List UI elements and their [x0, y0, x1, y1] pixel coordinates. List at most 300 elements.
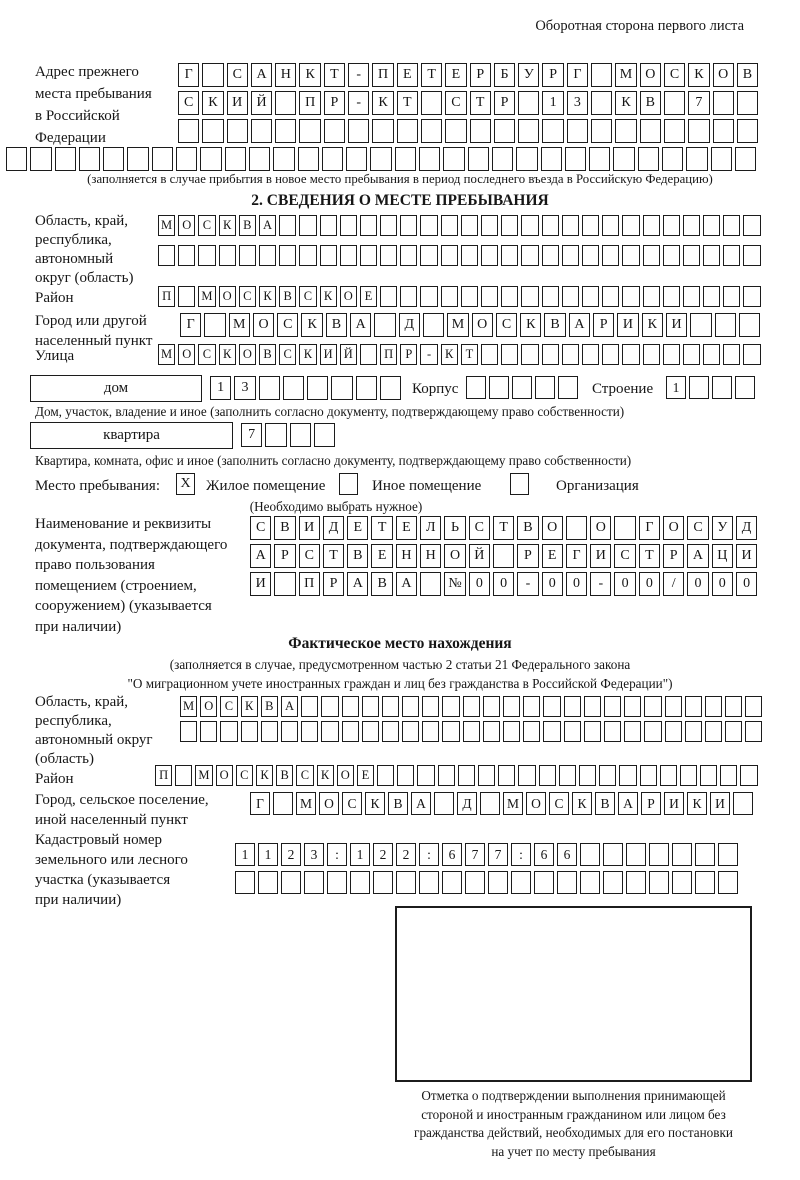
form-cell: [644, 721, 661, 742]
form-cell: [178, 286, 195, 307]
form-cell: [103, 147, 124, 171]
form-cell: М: [229, 313, 250, 337]
form-cell: -: [590, 572, 611, 596]
apartment-cells: [241, 423, 335, 447]
form-cell: С: [614, 544, 635, 568]
label-line: на учет по месту пребывания: [491, 1143, 656, 1159]
form-cell: [603, 871, 623, 894]
label-line: сооружением) (указывается: [35, 598, 212, 614]
form-cell: [735, 376, 755, 399]
form-cell: Р: [494, 91, 515, 115]
stroenie-cells: [666, 376, 755, 399]
form-cell: [542, 245, 559, 266]
form-cell: Е: [397, 63, 418, 87]
form-cell: [665, 721, 682, 742]
form-cell: И: [250, 572, 271, 596]
form-cell: [712, 376, 732, 399]
form-cell: [518, 119, 539, 143]
form-cell: К: [241, 696, 258, 717]
form-cell: Й: [340, 344, 357, 365]
form-cell: [494, 119, 515, 143]
label-line: республика,: [35, 713, 112, 729]
confirmation-stamp-box: [395, 906, 752, 1082]
form-cell: А: [350, 313, 371, 337]
form-cell: Д: [457, 792, 477, 815]
form-cell: [382, 696, 399, 717]
form-cell: [603, 843, 623, 866]
form-cell: Т: [639, 544, 660, 568]
form-cell: К: [219, 215, 236, 236]
form-cell: -: [348, 63, 369, 87]
form-cell: [614, 516, 635, 540]
label-line: Федерации: [35, 130, 106, 146]
form-cell: [613, 147, 634, 171]
form-cell: [622, 286, 639, 307]
form-cell: Р: [323, 572, 344, 596]
form-cell: [743, 215, 760, 236]
stay-type-checkbox-residential: X: [176, 473, 195, 495]
form-cell: [582, 344, 599, 365]
form-cell: [715, 313, 736, 337]
form-cell: С: [469, 516, 490, 540]
form-cell: В: [347, 544, 368, 568]
form-cell: К: [299, 344, 316, 365]
form-cell: [342, 721, 359, 742]
form-cell: [663, 286, 680, 307]
form-cell: [518, 91, 539, 115]
form-cell: [314, 423, 335, 447]
form-cell: [723, 215, 740, 236]
form-cell: 2: [281, 843, 301, 866]
form-cell: [461, 286, 478, 307]
form-cell: [397, 119, 418, 143]
form-cell: [265, 423, 286, 447]
form-cell: [481, 245, 498, 266]
form-cell: [564, 721, 581, 742]
form-cell: [622, 215, 639, 236]
form-cell: 7: [688, 91, 709, 115]
form-cell: [299, 215, 316, 236]
form-cell: [649, 871, 669, 894]
form-cell: [422, 721, 439, 742]
stay-type-checkbox-organization: [510, 473, 529, 495]
prev-address-row-4: [6, 147, 756, 171]
form-cell: [400, 245, 417, 266]
form-cell: Т: [461, 344, 478, 365]
form-cell: В: [274, 516, 295, 540]
form-cell: Г: [639, 516, 660, 540]
form-cell: Й: [251, 91, 272, 115]
form-cell: К: [299, 63, 320, 87]
form-cell: [320, 245, 337, 266]
form-cell: [558, 376, 578, 399]
form-cell: С: [220, 696, 237, 717]
form-cell: А: [250, 544, 271, 568]
form-cell: [463, 696, 480, 717]
form-cell: 3: [304, 843, 324, 866]
form-cell: И: [710, 792, 730, 815]
form-cell: Е: [542, 544, 563, 568]
apartment-type-box: квартира: [30, 422, 233, 449]
form-cell: С: [299, 544, 320, 568]
form-cell: [602, 286, 619, 307]
form-cell: [723, 344, 740, 365]
prev-address-label: [35, 61, 152, 149]
form-cell: 0: [542, 572, 563, 596]
form-cell: К: [615, 91, 636, 115]
form-cell: [725, 721, 742, 742]
form-cell: [225, 147, 246, 171]
form-cell: Р: [542, 63, 563, 87]
form-cell: В: [259, 344, 276, 365]
form-cell: [301, 696, 318, 717]
form-cell: Р: [400, 344, 417, 365]
form-cell: [273, 147, 294, 171]
form-cell: [175, 765, 192, 786]
city-row: [180, 313, 760, 337]
form-cell: [521, 215, 538, 236]
form-cell: 0: [469, 572, 490, 596]
form-cell: [235, 871, 255, 894]
form-cell: [686, 147, 707, 171]
form-cell: Т: [397, 91, 418, 115]
form-cell: В: [595, 792, 615, 815]
form-cell: [275, 119, 296, 143]
form-cell: [723, 286, 740, 307]
form-cell: 0: [493, 572, 514, 596]
form-cell: [539, 765, 556, 786]
form-cell: [434, 792, 454, 815]
form-cell: К: [256, 765, 273, 786]
form-cell: [534, 871, 554, 894]
form-cell: [373, 871, 393, 894]
form-cell: И: [227, 91, 248, 115]
form-cell: [6, 147, 27, 171]
form-cell: [324, 119, 345, 143]
form-cell: [584, 696, 601, 717]
form-cell: [662, 147, 683, 171]
form-cell: 0: [614, 572, 635, 596]
form-cell: [402, 696, 419, 717]
form-cell: [283, 376, 304, 400]
form-cell: :: [419, 843, 439, 866]
form-cell: [562, 344, 579, 365]
form-cell: [743, 245, 760, 266]
form-cell: М: [503, 792, 523, 815]
form-cell: О: [253, 313, 274, 337]
label-line: помещением (строением,: [35, 577, 197, 594]
form-cell: [672, 871, 692, 894]
form-cell: [718, 843, 738, 866]
form-cell: С: [664, 63, 685, 87]
form-cell: 1: [235, 843, 255, 866]
form-cell: Р: [593, 313, 614, 337]
form-cell: [441, 286, 458, 307]
form-cell: [602, 215, 619, 236]
label-line: автономный: [35, 251, 114, 267]
form-cell: [591, 119, 612, 143]
form-cell: [695, 871, 715, 894]
label-line: автономный округ: [35, 732, 153, 748]
form-cell: К: [441, 344, 458, 365]
form-cell: [395, 147, 416, 171]
form-cell: [582, 286, 599, 307]
label-line: земельного или лесного: [35, 852, 188, 868]
actual-region-label: [35, 693, 153, 769]
form-cell: [461, 215, 478, 236]
form-cell: [562, 215, 579, 236]
form-cell: [463, 721, 480, 742]
form-cell: [705, 696, 722, 717]
form-cell: [725, 696, 742, 717]
form-cell: [346, 147, 367, 171]
form-cell: С: [198, 344, 215, 365]
form-cell: К: [219, 344, 236, 365]
form-cell: [331, 376, 352, 400]
form-cell: [480, 792, 500, 815]
form-cell: [290, 423, 311, 447]
form-cell: [251, 119, 272, 143]
form-cell: [685, 696, 702, 717]
form-cell: 1: [666, 376, 686, 399]
form-cell: [380, 286, 397, 307]
label-line: Адрес прежнего: [35, 64, 139, 80]
form-cell: 7: [488, 843, 508, 866]
form-cell: [202, 63, 223, 87]
form-cell: [279, 245, 296, 266]
form-cell: И: [590, 544, 611, 568]
form-cell: А: [396, 572, 417, 596]
form-cell: [470, 119, 491, 143]
form-cell: У: [712, 516, 733, 540]
district-label: Район: [35, 290, 74, 306]
form-cell: [493, 544, 514, 568]
form-cell: О: [590, 516, 611, 540]
form-cell: [559, 765, 576, 786]
form-cell: [663, 344, 680, 365]
street-label: Улица: [35, 348, 75, 364]
form-cell: [643, 344, 660, 365]
form-cell: [622, 344, 639, 365]
form-cell: [643, 286, 660, 307]
form-cell: С: [296, 765, 313, 786]
form-cell: [396, 871, 416, 894]
form-cell: О: [219, 286, 236, 307]
form-cell: [322, 147, 343, 171]
form-cell: [535, 376, 555, 399]
form-cell: [683, 344, 700, 365]
form-cell: 1: [210, 376, 231, 400]
form-cell: [273, 792, 293, 815]
form-cell: С: [549, 792, 569, 815]
form-cell: А: [281, 696, 298, 717]
form-cell: -: [420, 344, 437, 365]
form-cell: [299, 119, 320, 143]
form-cell: [442, 721, 459, 742]
actual-region-row-2: [180, 721, 762, 742]
form-cell: [202, 119, 223, 143]
form-cell: [604, 721, 621, 742]
label-line: Наименование и реквизиты: [35, 516, 212, 532]
actual-region-row-1: [180, 696, 762, 717]
form-cell: [663, 215, 680, 236]
form-cell: [466, 376, 486, 399]
form-cell: [420, 215, 437, 236]
form-cell: [200, 721, 217, 742]
form-cell: Т: [324, 63, 345, 87]
form-cell: [423, 313, 444, 337]
form-cell: [152, 147, 173, 171]
form-cell: К: [520, 313, 541, 337]
form-cell: Т: [470, 91, 491, 115]
doc-right-row-2: [250, 544, 757, 568]
form-cell: [562, 245, 579, 266]
form-cell: 7: [465, 843, 485, 866]
form-cell: №: [444, 572, 465, 596]
label-line: Кадастровый номер: [35, 832, 162, 848]
region-row-2: [158, 245, 761, 266]
form-cell: [745, 696, 762, 717]
form-cell: М: [158, 344, 175, 365]
form-cell: 7: [241, 423, 262, 447]
form-cell: /: [663, 572, 684, 596]
stroenie-label: Строение: [592, 381, 654, 397]
form-cell: Й: [469, 544, 490, 568]
form-cell: [579, 765, 596, 786]
form-cell: А: [251, 63, 272, 87]
form-cell: К: [688, 63, 709, 87]
form-cell: О: [178, 344, 195, 365]
form-cell: Р: [274, 544, 295, 568]
form-cell: [743, 344, 760, 365]
form-cell: [562, 286, 579, 307]
form-cell: [320, 215, 337, 236]
form-cell: С: [239, 286, 256, 307]
form-cell: С: [445, 91, 466, 115]
form-cell: [481, 344, 498, 365]
form-cell: [438, 765, 455, 786]
form-cell: [542, 119, 563, 143]
form-cell: Г: [567, 63, 588, 87]
form-cell: [380, 215, 397, 236]
form-cell: [582, 245, 599, 266]
form-cell: [478, 765, 495, 786]
form-cell: А: [687, 544, 708, 568]
form-cell: [503, 696, 520, 717]
form-cell: [589, 147, 610, 171]
form-cell: М: [198, 286, 215, 307]
form-cell: [397, 765, 414, 786]
form-cell: С: [496, 313, 517, 337]
form-cell: Р: [517, 544, 538, 568]
form-cell: [340, 245, 357, 266]
form-cell: М: [195, 765, 212, 786]
form-cell: [640, 765, 657, 786]
form-cell: [723, 245, 740, 266]
form-cell: [307, 376, 328, 400]
form-cell: [468, 147, 489, 171]
label-line: при наличии): [35, 892, 122, 908]
form-cell: [249, 147, 270, 171]
form-cell: [370, 147, 391, 171]
form-cell: [178, 245, 195, 266]
form-cell: К: [259, 286, 276, 307]
form-cell: [498, 765, 515, 786]
label-line: стороной и иностранным гражданином или лицом без: [421, 1106, 726, 1122]
page-header-note: Оборотная сторона первого листа: [535, 18, 744, 34]
label-line: Город или другой: [35, 313, 147, 329]
form-cell: [239, 245, 256, 266]
label-line: (область): [35, 751, 94, 767]
form-cell: [400, 215, 417, 236]
form-cell: [419, 871, 439, 894]
form-cell: [688, 119, 709, 143]
form-cell: [362, 721, 379, 742]
form-cell: 0: [639, 572, 660, 596]
form-cell: О: [663, 516, 684, 540]
form-cell: [743, 286, 760, 307]
form-cell: [204, 313, 225, 337]
form-cell: [360, 344, 377, 365]
form-cell: В: [239, 215, 256, 236]
form-cell: А: [259, 215, 276, 236]
form-cell: [360, 245, 377, 266]
form-cell: [720, 765, 737, 786]
city-label: [35, 311, 152, 351]
stay-type-option-residential-label: Жилое помещение: [206, 478, 326, 494]
label-line: Отметка о подтверждении выполнения принимающей: [421, 1088, 726, 1103]
form-cell: Д: [399, 313, 420, 337]
form-cell: К: [572, 792, 592, 815]
form-cell: И: [666, 313, 687, 337]
form-cell: [445, 119, 466, 143]
form-cell: [400, 286, 417, 307]
form-cell: [483, 696, 500, 717]
form-cell: [523, 696, 540, 717]
form-cell: [584, 721, 601, 742]
form-cell: Л: [420, 516, 441, 540]
form-cell: Е: [445, 63, 466, 87]
form-cell: О: [239, 344, 256, 365]
form-cell: Р: [324, 91, 345, 115]
street-row: [158, 344, 761, 365]
form-cell: :: [327, 843, 347, 866]
form-cell: [711, 147, 732, 171]
stay-type-note: (Необходимо выбрать нужное): [249, 499, 423, 514]
form-cell: 0: [687, 572, 708, 596]
form-cell: [481, 286, 498, 307]
form-cell: 3: [567, 91, 588, 115]
form-cell: [624, 721, 641, 742]
form-cell: [567, 119, 588, 143]
form-cell: [740, 765, 757, 786]
form-cell: Т: [493, 516, 514, 540]
form-cell: А: [411, 792, 431, 815]
form-cell: [382, 721, 399, 742]
form-cell: [643, 245, 660, 266]
form-cell: [127, 147, 148, 171]
form-cell: [542, 215, 559, 236]
form-cell: [615, 119, 636, 143]
form-cell: В: [261, 696, 278, 717]
form-cell: Е: [371, 544, 392, 568]
label-line: населенный пункт: [35, 333, 153, 349]
form-cell: [442, 696, 459, 717]
form-cell: [200, 147, 221, 171]
form-cell: [420, 572, 441, 596]
actual-location-note-2: "О миграционном учете иностранных граждан и лиц без гражданства в Российской Федерации"): [127, 676, 673, 691]
form-cell: [198, 245, 215, 266]
